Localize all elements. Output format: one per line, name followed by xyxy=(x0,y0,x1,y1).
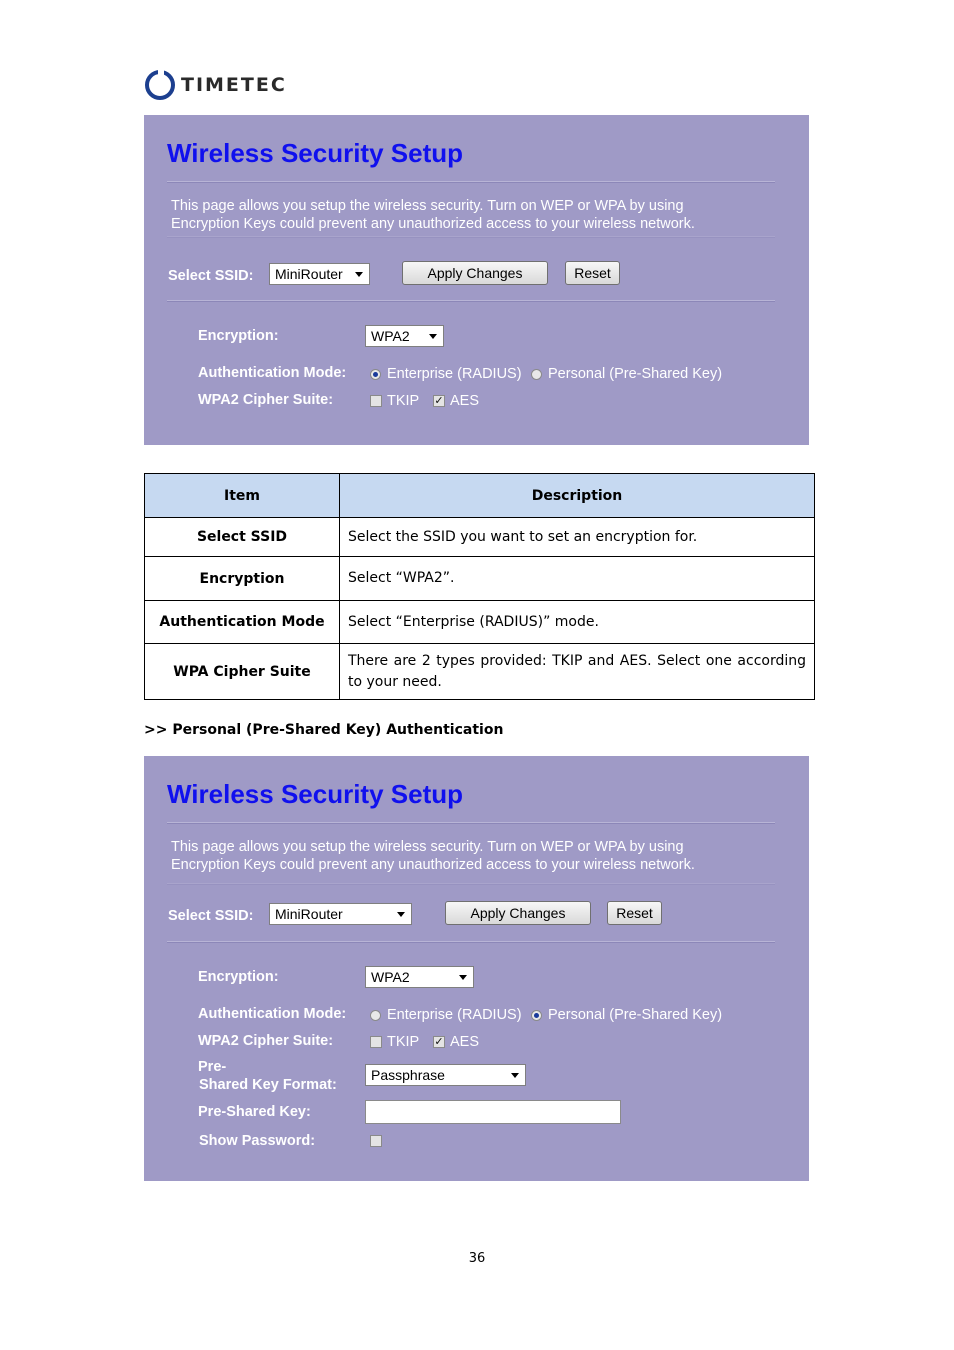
checkbox-unchecked-icon[interactable] xyxy=(370,1036,382,1048)
auth-enterprise-option[interactable]: Enterprise (RADIUS) xyxy=(370,1007,522,1023)
cipher-suite-label: WPA2 Cipher Suite: xyxy=(198,1033,334,1049)
authentication-mode-label: Authentication Mode: xyxy=(198,1006,347,1022)
table-cell-item: Authentication Mode xyxy=(145,601,340,644)
checkbox-checked-icon[interactable]: ✓ xyxy=(434,1036,444,1048)
chevron-down-icon xyxy=(355,272,363,277)
encryption-select[interactable]: WPA2 xyxy=(365,966,474,988)
ssid-select[interactable]: MiniRouter xyxy=(269,903,412,925)
table-cell-description: Select “Enterprise (RADIUS)” mode. xyxy=(340,601,815,644)
logo-text: TIMETEC xyxy=(181,74,287,96)
encryption-select[interactable]: WPA2 xyxy=(365,325,444,347)
table-header-row xyxy=(145,474,815,518)
checkbox-unchecked-icon[interactable] xyxy=(370,395,382,407)
logo-ring-icon xyxy=(145,70,175,100)
reset-button[interactable]: Reset xyxy=(565,261,620,285)
radio-selected-icon[interactable] xyxy=(531,1010,542,1021)
checkbox-unchecked-icon[interactable] xyxy=(370,1135,382,1147)
ssid-select[interactable]: MiniRouter xyxy=(269,263,370,285)
table-row xyxy=(145,557,815,601)
select-ssid-label: Select SSID: xyxy=(168,908,254,924)
apply-changes-button[interactable]: Apply Changes xyxy=(402,261,548,285)
chevron-down-icon xyxy=(459,975,467,980)
table-cell-description: There are 2 types provided: TKIP and AES. Select one according to your need. xyxy=(340,644,815,700)
divider xyxy=(167,822,775,824)
cipher-suite-label: WPA2 Cipher Suite: xyxy=(198,392,334,408)
table-cell-description: Select the SSID you want to set an encryption for. xyxy=(340,518,815,557)
cipher-tkip-option[interactable]: TKIP xyxy=(370,1034,419,1050)
cipher-tkip-option[interactable]: TKIP xyxy=(370,393,419,409)
show-password-label: Show Password: xyxy=(199,1133,316,1149)
authentication-mode-label: Authentication Mode: xyxy=(198,365,347,381)
divider xyxy=(167,300,775,302)
table-cell-item: WPA Cipher Suite xyxy=(145,644,340,700)
radio-unselected-icon[interactable] xyxy=(370,1010,381,1021)
auth-personal-option[interactable]: Personal (Pre-Shared Key) xyxy=(531,366,722,382)
table-cell-item: Select SSID xyxy=(145,518,340,557)
chevron-down-icon xyxy=(511,1073,519,1078)
chevron-down-icon xyxy=(429,334,437,339)
encryption-label: Encryption: xyxy=(198,969,279,985)
auth-enterprise-option[interactable]: Enterprise (RADIUS) xyxy=(370,366,522,382)
psk-format-label: Pre- Shared Key Format: xyxy=(198,1059,337,1093)
show-password-option[interactable] xyxy=(370,1135,387,1147)
cipher-aes-option[interactable]: ✓ AES xyxy=(434,1034,480,1050)
page-title: Wireless Security Setup xyxy=(167,138,463,168)
chevron-down-icon xyxy=(397,912,405,917)
divider xyxy=(167,236,775,238)
psk-input[interactable] xyxy=(365,1100,621,1124)
page-title: Wireless Security Setup xyxy=(167,779,463,809)
psk-label: Pre-Shared Key: xyxy=(198,1104,311,1120)
table-cell-item: Encryption xyxy=(145,557,340,601)
encryption-label: Encryption: xyxy=(198,328,279,344)
radio-unselected-icon[interactable] xyxy=(531,369,542,380)
settings-description-table xyxy=(144,473,815,700)
column-header-item: Item xyxy=(145,474,340,518)
page-number: 36 xyxy=(468,1251,486,1266)
table-row xyxy=(145,518,815,557)
divider xyxy=(167,883,775,885)
section-heading: >> Personal (Pre-Shared Key) Authentication xyxy=(144,722,504,738)
wireless-security-panel-personal xyxy=(144,756,809,1181)
page-description: This page allows you setup the wireless security. Turn on WEP or WPA by using Encryption Keys could prevent any unauthorized access to your wireless network. xyxy=(171,198,695,232)
apply-changes-button[interactable]: Apply Changes xyxy=(445,901,591,925)
checkbox-checked-icon[interactable]: ✓ xyxy=(434,395,444,407)
cipher-aes-option[interactable]: ✓ AES xyxy=(434,393,480,409)
select-ssid-label: Select SSID: xyxy=(168,268,254,284)
page-description: This page allows you setup the wireless security. Turn on WEP or WPA by using Encryption Keys could prevent any unauthorized access to your wireless network. xyxy=(171,839,695,873)
reset-button[interactable]: Reset xyxy=(607,901,662,925)
psk-format-select[interactable]: Passphrase xyxy=(365,1064,526,1086)
table-row xyxy=(145,644,815,700)
table-row xyxy=(145,601,815,644)
divider xyxy=(167,941,775,943)
divider xyxy=(167,181,775,183)
radio-selected-icon[interactable] xyxy=(370,369,381,380)
auth-personal-option[interactable]: Personal (Pre-Shared Key) xyxy=(531,1007,722,1023)
wireless-security-panel-enterprise xyxy=(144,115,809,445)
timetec-logo xyxy=(145,69,287,101)
table-cell-description: Select “WPA2”. xyxy=(340,557,815,601)
column-header-description: Description xyxy=(340,474,815,518)
